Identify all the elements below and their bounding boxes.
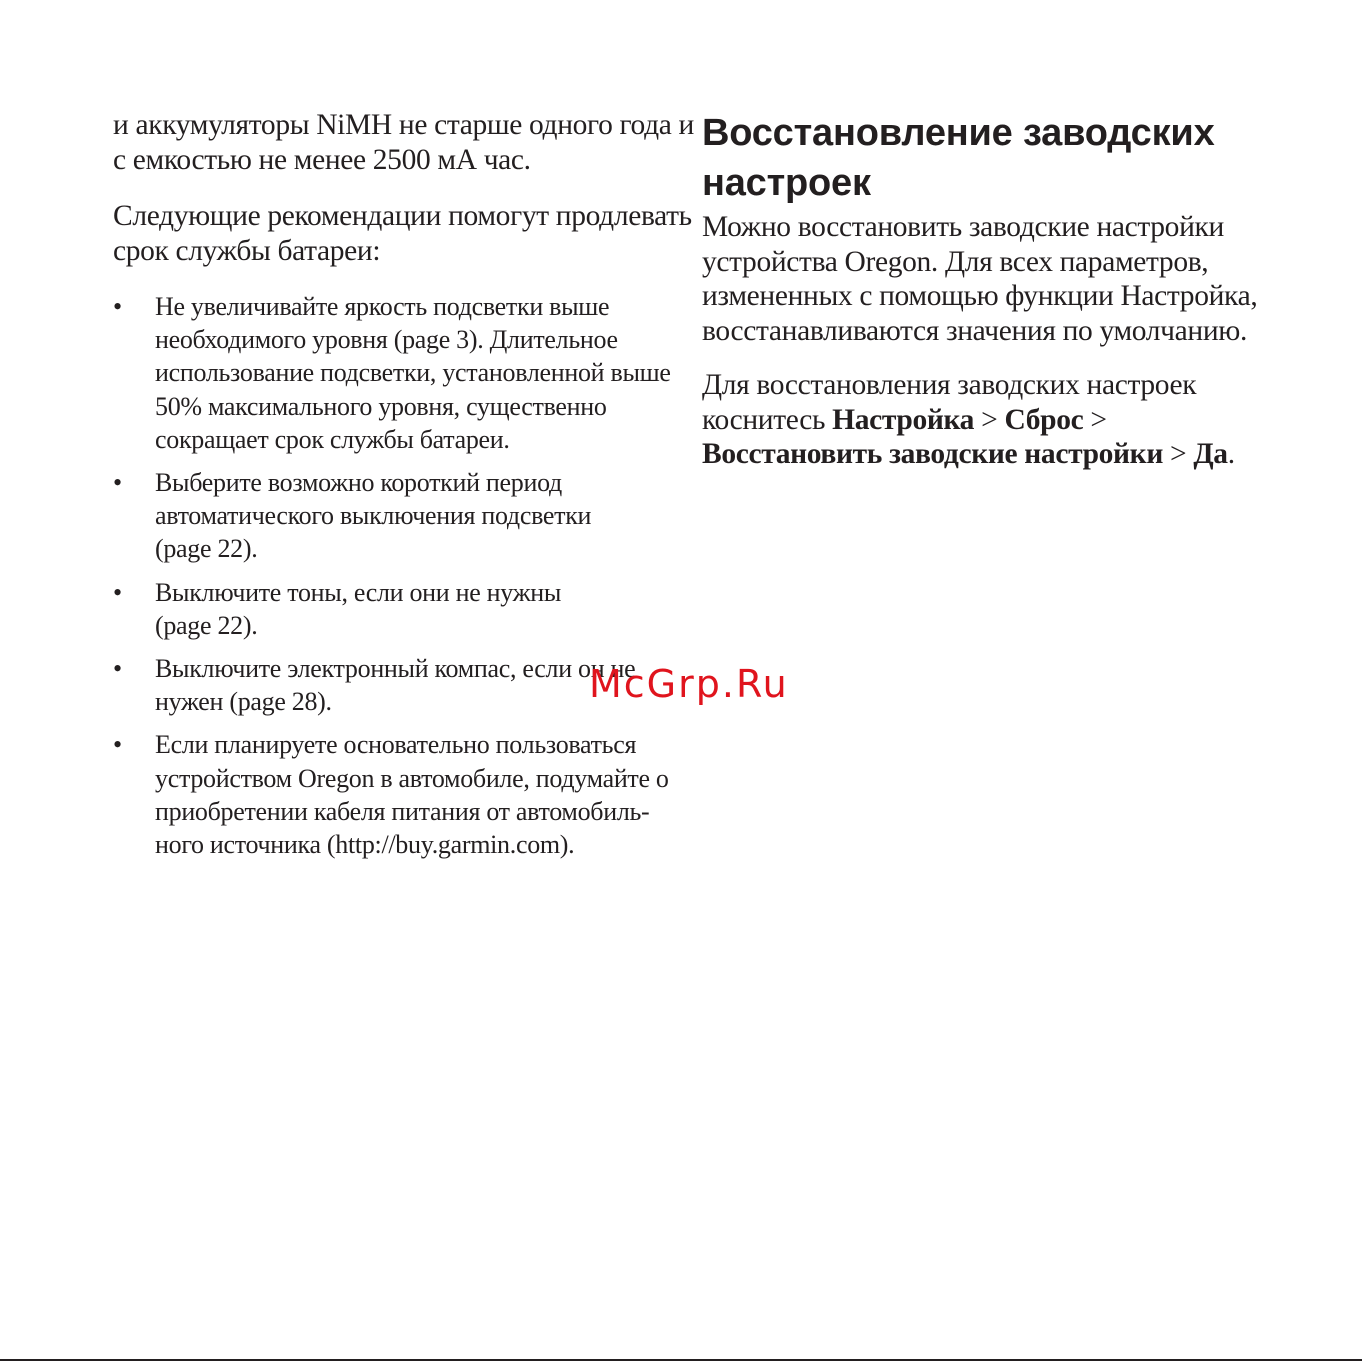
text-line: и аккумуляторы NiMH не старше одного года и: [113, 109, 694, 141]
heading-line: Восстановление заводских: [702, 112, 1215, 154]
list-item: [113, 466, 653, 566]
text-line: с емкостью не менее 2500 мА час.: [113, 143, 531, 176]
battery-tips-list: [113, 290, 671, 861]
text-line: измененных с помощью функции Настройка,: [702, 280, 1258, 312]
text-line: сокращает срок службы батареи.: [155, 424, 510, 454]
menu-item-yes: Да: [1193, 438, 1228, 470]
list-item: [113, 576, 653, 642]
path-separator: >: [1083, 403, 1107, 436]
instruction-prefix: коснитесь: [702, 403, 833, 436]
text-line: Выберите возможно короткий период: [155, 468, 562, 498]
text-line: Для восстановления заводских настроек: [702, 369, 1197, 401]
sentence-end: .: [1227, 438, 1235, 470]
factory-reset-instruction: [702, 368, 1262, 472]
path-separator: >: [974, 403, 1005, 436]
instruction-menu-path-line: [702, 403, 1262, 438]
text-line: устройства Oregon. Для всех параметров,: [702, 245, 1209, 278]
text-line: ного источника (http://buy.garmin.com).: [155, 830, 575, 860]
text-line: Выключите электронный компас, если он не: [155, 654, 636, 684]
section-heading: [702, 108, 1262, 208]
heading-line: настроек: [702, 162, 871, 204]
text-line: нужен (page 28).: [155, 687, 332, 717]
text-line: восстанавливаются значения по умолчанию.: [702, 314, 1247, 347]
text-line: Не увеличивайте яркость подсветки выше: [155, 292, 610, 321]
text-line: (page 22).: [155, 534, 258, 564]
text-line: автоматического выключения подсветки: [155, 501, 592, 531]
list-item: [113, 652, 653, 718]
menu-item-settings: Настройка: [832, 403, 975, 436]
path-separator: >: [1162, 438, 1194, 470]
recommendations-intro-paragraph: [113, 199, 692, 268]
text-line: необходимого уровня (page 3). Длительное: [155, 325, 618, 355]
battery-intro-paragraph: [113, 108, 694, 177]
text-line: (page 22).: [155, 610, 258, 640]
text-line: Если планируете основательно пользоваться: [155, 730, 637, 760]
list-item: [113, 728, 669, 861]
text-line: устройством Oregon в автомобиле, подумайте о: [155, 763, 669, 793]
bullet-icon: •: [113, 577, 122, 607]
bullet-icon: •: [113, 730, 122, 760]
text-line: Выключите тоны, если они не нужны: [155, 577, 562, 607]
bullet-icon: •: [113, 654, 122, 684]
text-line: использование подсветки, установленной выше: [155, 358, 671, 388]
menu-item-restore-factory-settings: Восстановить заводские настройки: [702, 438, 1163, 470]
bullet-icon: •: [113, 468, 122, 498]
instruction-menu-path-line: [702, 437, 1262, 472]
text-line: приобретении кабеля питания от автомобиль-: [155, 796, 650, 826]
text-line: Можно восстановить заводские настройки: [702, 211, 1224, 243]
list-item: [113, 290, 671, 456]
text-line: 50% максимального уровня, существенно: [155, 391, 607, 421]
right-column: [702, 108, 1262, 492]
bullet-icon: •: [113, 292, 122, 321]
text-line: Следующие рекомендации помогут продлевать: [113, 200, 692, 232]
text-line: срок службы батареи:: [113, 234, 381, 267]
watermark: McGrp.Ru: [589, 662, 789, 706]
menu-item-reset: Сброс: [1004, 403, 1084, 436]
factory-reset-description: [702, 210, 1262, 348]
footer-divider: [0, 1359, 1362, 1361]
